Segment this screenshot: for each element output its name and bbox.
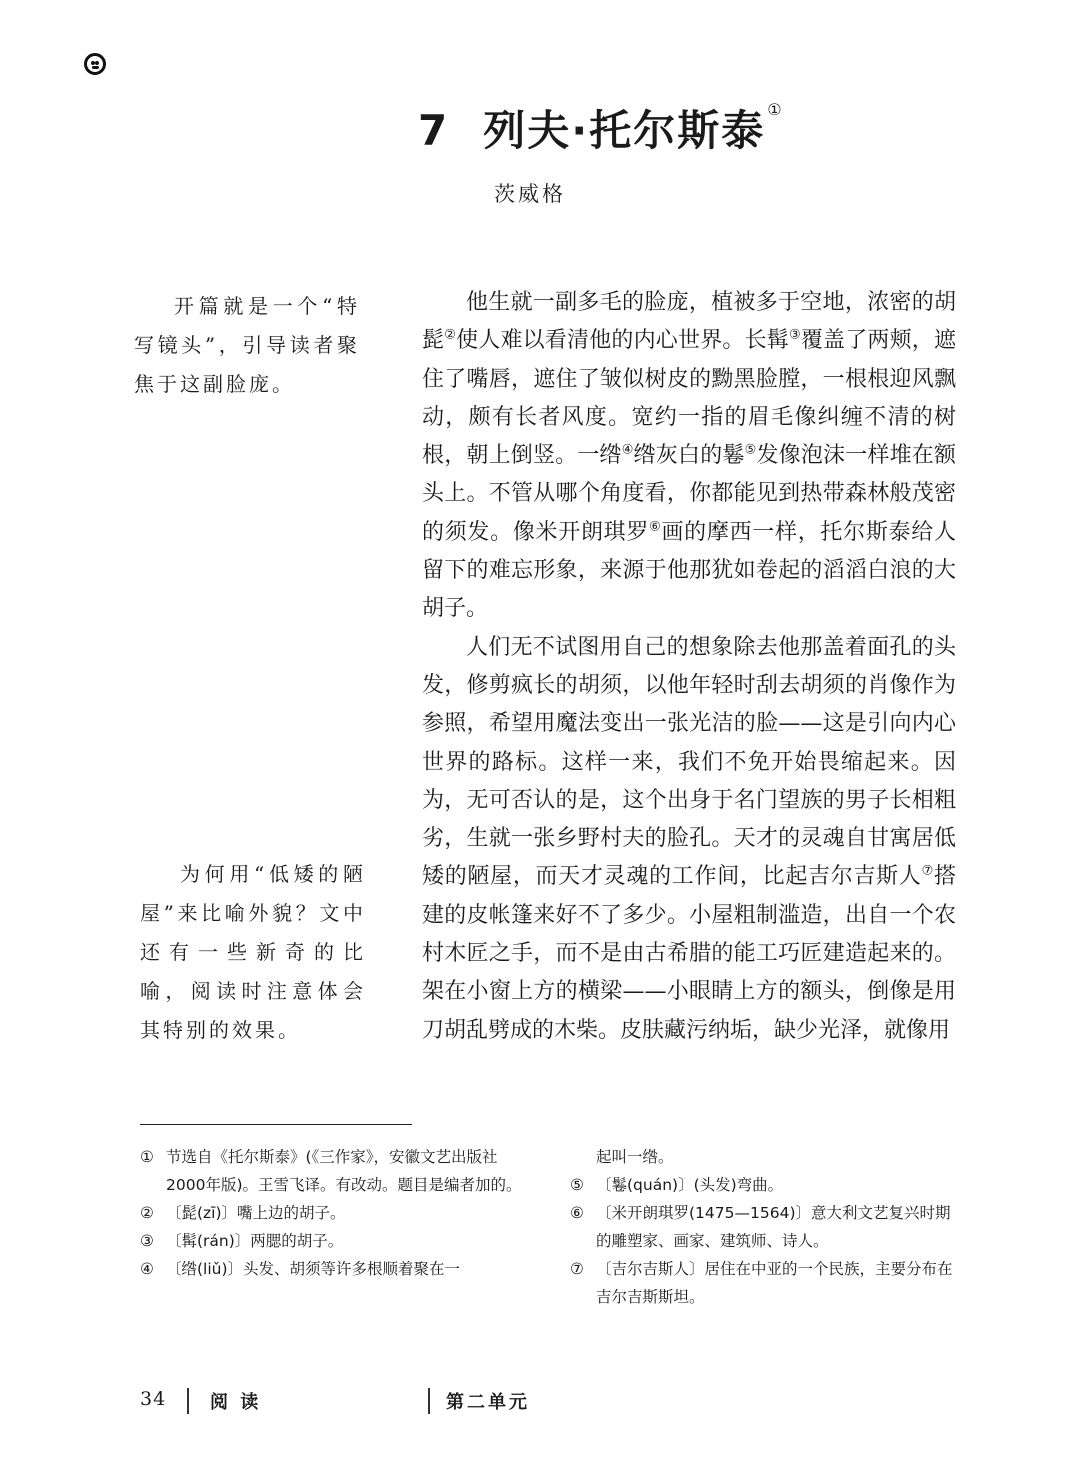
footnote-divider bbox=[140, 1124, 412, 1125]
footnotes-right-column bbox=[570, 1143, 962, 1311]
unit-label: 第二单元 bbox=[446, 1392, 530, 1413]
smiley-icon bbox=[84, 53, 106, 75]
footnote: ⑥ 〔米开朗琪罗(1475—1564)〕意大利文艺复兴时期的雕塑家、画家、建筑师、诗人。 bbox=[570, 1204, 951, 1250]
main-text bbox=[422, 284, 956, 1050]
footnote: ① 节选自《托尔斯泰》(《三作家》，安徽文艺出版社2000年版)。王雪飞译。有改动。题目是编者加的。 bbox=[140, 1148, 522, 1194]
footnote-ref: ⑤ bbox=[744, 442, 757, 458]
margin-note-text: 开篇就是一个“特写镜头”，引导读者聚焦于这副脸庞。 bbox=[134, 294, 360, 396]
footnotes-left-column bbox=[140, 1143, 528, 1283]
footnote-ref: ② bbox=[444, 327, 457, 343]
lesson-title bbox=[418, 98, 784, 158]
author-name: 茨威格 bbox=[494, 182, 566, 206]
title-footnote-marker: ① bbox=[767, 100, 784, 119]
footnote: ⑤ 〔鬈(quán)〕(头发)弯曲。 bbox=[570, 1176, 784, 1194]
footnote-continuation: 起叫一绺。 bbox=[596, 1148, 674, 1166]
margin-note-text: 为何用“低矮的陋屋”来比喻外貌？文中还有一些新奇的比喻，阅读时注意体会其特别的效果。 bbox=[140, 862, 366, 1042]
footnote: ⑦ 〔吉尔吉斯人〕居住在中亚的一个民族，主要分布在吉尔吉斯斯坦。 bbox=[570, 1260, 953, 1306]
footnote-ref: ⑥ bbox=[649, 519, 662, 535]
folio-divider bbox=[187, 1388, 189, 1414]
footnote-ref: ⑦ bbox=[921, 864, 934, 880]
footnote: ③ 〔髯(rán)〕两腮的胡子。 bbox=[140, 1232, 344, 1250]
folio-divider bbox=[428, 1388, 430, 1414]
page-number: 34 bbox=[140, 1388, 167, 1410]
footnote: ④ 〔绺(liǔ)〕头发、胡须等许多根顺着聚在一 bbox=[140, 1260, 461, 1278]
footnote-ref: ③ bbox=[788, 327, 801, 343]
paragraph: 人们无不试图用自己的想象除去他那盖着面孔的头发，修剪疯长的胡须，以他年轻时刮去胡须的肖像作为参照，希望用魔法变出一张光洁的脸——这是引向内心世界的路标。这样一来，我们不免开始畏缩起来。因为，无可否认的是，这个出身于名门望族的男子长相粗劣，生就一张乡野村夫的脸孔。天才的灵魂自甘寓居低矮的陋屋，而天才灵魂的工作间，比起吉尔吉斯人⑦搭建的皮帐篷来好不了多少。小屋粗制滥造，出自一个农村木匠之手，而不是由古希腊的能工巧匠建造起来的。架在小窗上方的横梁——小眼睛上方的额头，倒像是用刀胡乱劈成的木柴。皮肤藏污纳垢，缺少光泽，就像用 bbox=[422, 634, 956, 1043]
paragraph: 他生就一副多毛的脸庞，植被多于空地，浓密的胡髭②使人难以看清他的内心世界。长髯③覆盖了两颊，遮住了嘴唇，遮住了皱似树皮的黝黑脸膛，一根根迎风飘动，颇有长者风度。宽约一指的眉毛像纠缠不清的树根，朝上倒竖。一绺④绺灰白的鬈⑤发像泡沫一样堆在额头上。不管从哪个角度看，你都能见到热带森林般茂密的须发。像米开朗琪罗⑥画的摩西一样，托尔斯泰给人留下的难忘形象，来源于他那犹如卷起的滔滔白浪的大胡子。 bbox=[422, 290, 956, 622]
footnote: ② 〔髭(zī)〕嘴上边的胡子。 bbox=[140, 1204, 346, 1222]
margin-note bbox=[134, 287, 360, 404]
section-label: 阅 读 bbox=[210, 1392, 262, 1413]
footnote-ref: ④ bbox=[621, 442, 634, 458]
lesson-title-text: 列夫·托尔斯泰 bbox=[483, 106, 766, 155]
margin-note bbox=[140, 855, 366, 1050]
lesson-number: 7 bbox=[418, 106, 450, 155]
